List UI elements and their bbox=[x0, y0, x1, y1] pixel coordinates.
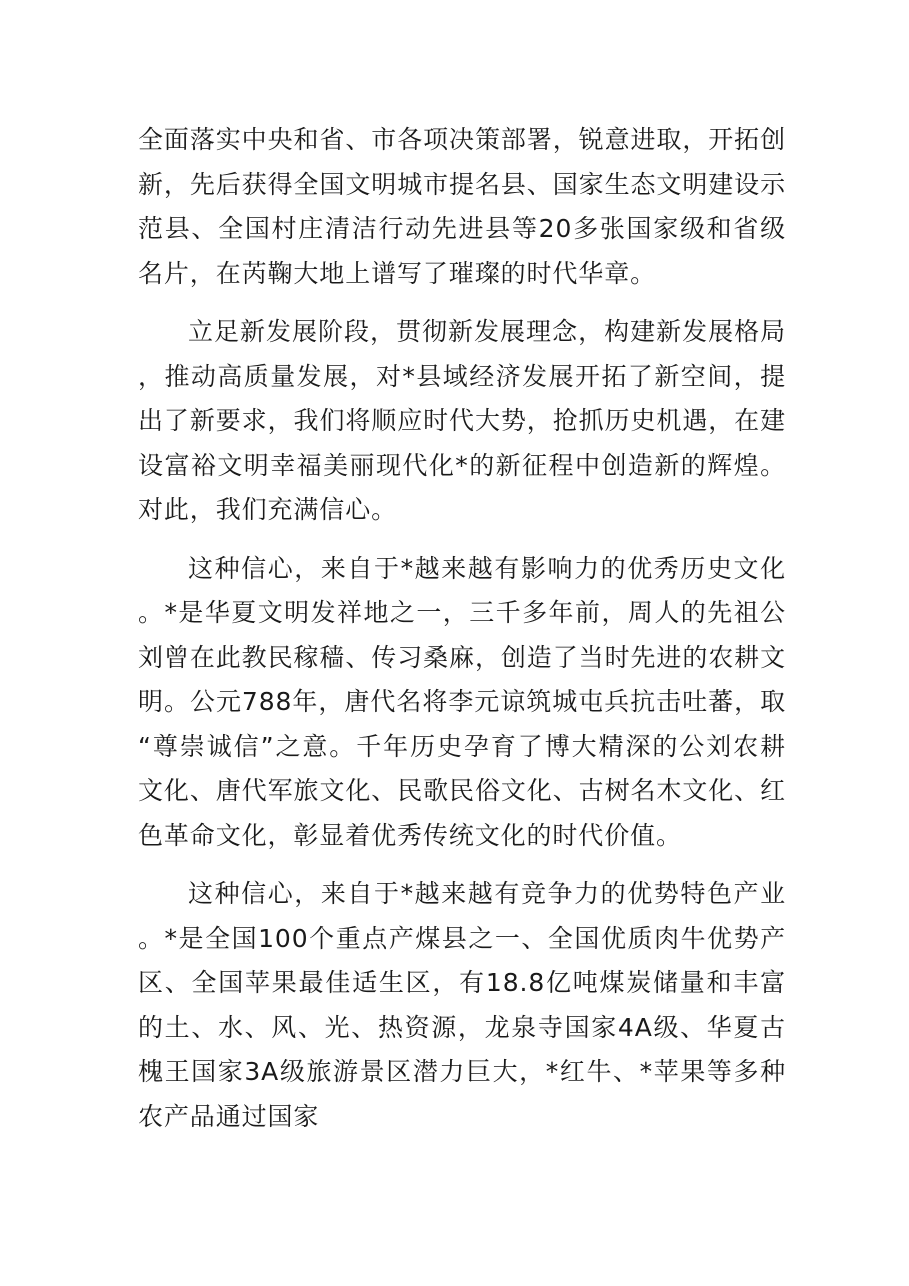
document-body bbox=[138, 118, 786, 1139]
paragraph-3: 这种信心，来自于*越来越有影响力的优秀历史文化。*是华夏文明发祥地之一，三千多年前，周人的先祖公刘曾在此教民稼穑、传习桑麻，创造了当时先进的农耕文明。公元788年，唐代名将李元谅筑城屯兵抗击吐蕃，取“尊崇诚信”之意。千年历史孕育了博大精深的公刘农耕文化、唐代军旅文化、民歌民俗文化、古树名木文化、红色革命文化，彰显着优秀传统文化的时代价值。 bbox=[138, 553, 786, 850]
paragraph-2: 立足新发展阶段，贯彻新发展理念，构建新发展格局，推动高质量发展，对*县域经济发展开拓了新空间，提出了新要求，我们将顺应时代大势，抢抓历史机遇，在建设富裕文明幸福美丽现代化*的新征程中创造新的辉煌。对此，我们充满信心。 bbox=[138, 317, 786, 524]
paragraph-4: 这种信心，来自于*越来越有竞争力的优势特色产业。*是全国100个重点产煤县之一、全国优质肉牛优势产区、全国苹果最佳适生区，有18.8亿吨煤炭储量和丰富的土、水、风、光、热资源，龙泉寺国家4A级、华夏古槐王国家3A级旅游景区潜力巨大，*红牛、*苹果等多种农产品通过国家 bbox=[138, 879, 786, 1131]
paragraph-1: 全面落实中央和省、市各项决策部署，锐意进取，开拓创新，先后获得全国文明城市提名县、国家生态文明建设示范县、全国村庄清洁行动先进县等20多张国家级和省级名片，在芮鞠大地上谱写了璀璨的时代华章。 bbox=[138, 125, 786, 288]
